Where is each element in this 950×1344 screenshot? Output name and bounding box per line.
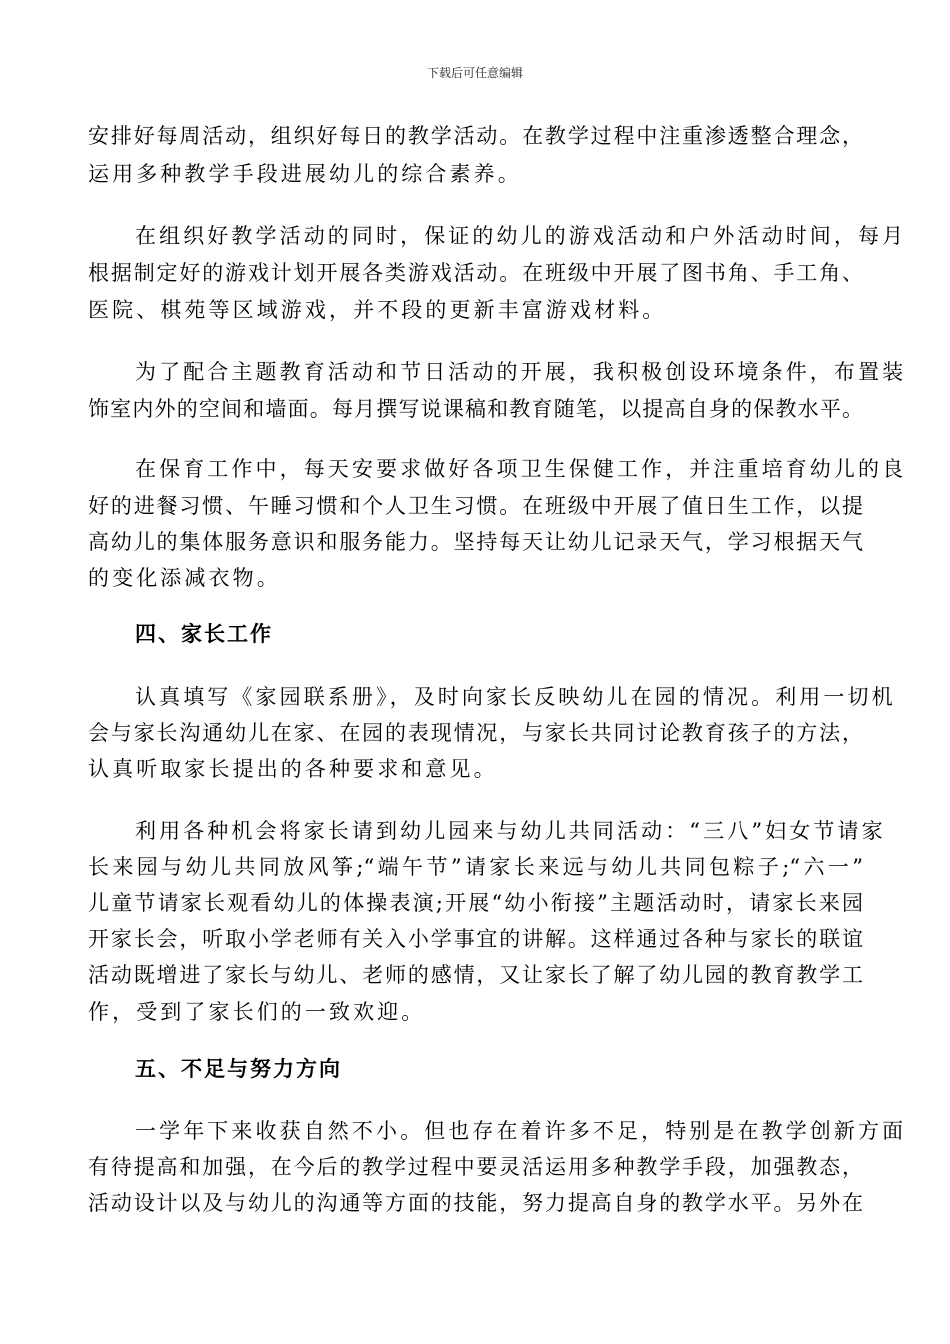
paragraph-line: 根据制定好的游戏计划开展各类游戏活动。在班级中开展了图书角、手工角、 xyxy=(88,261,863,285)
paragraph-line: 活动设计以及与幼儿的沟通等方面的技能，努力提高自身的教学水平。另外在 xyxy=(88,1191,863,1215)
paragraph-line: 会与家长沟通幼儿在家、在园的表现情况，与家长共同讨论教育孩子的方法， xyxy=(88,721,863,745)
paragraph-line: 活动既增进了家长与幼儿、老师的感情，又让家长了解了幼儿园的教育教学工 xyxy=(88,963,863,987)
paragraph-line: 有待提高和加强，在今后的教学过程中要灵活运用多种教学手段，加强教态， xyxy=(88,1155,863,1179)
paragraph-line: 认真填写《家园联系册》，及时向家长反映幼儿在园的情况。利用一切机 xyxy=(135,685,896,709)
paragraph-line: 开家长会，听取小学老师有关入小学事宜的讲解。这样通过各种与家长的联谊 xyxy=(88,927,863,951)
paragraph-line: 高幼儿的集体服务意识和服务能力。坚持每天让幼儿记录天气，学习根据天气 xyxy=(88,530,863,554)
paragraph-line: 利用各种机会将家长请到幼儿园来与幼儿共同活动：“三八”妇女节请家 xyxy=(135,819,886,843)
paragraph-line: 在组织好教学活动的同时，保证的幼儿的游戏活动和户外活动时间，每月 xyxy=(135,224,907,248)
paragraph-line: 的变化添减衣物。 xyxy=(88,566,281,590)
paragraph-line: 好的进餐习惯、午睡习惯和个人卫生习惯。在班级中开展了值日生工作，以提 xyxy=(88,494,863,518)
paragraph-line: 认真听取家长提出的各种要求和意见。 xyxy=(88,757,498,781)
section-heading: 四、家长工作 xyxy=(135,622,273,646)
paragraph-line: 一学年下来收获自然不小。但也存在着许多不足，特别是在教学创新方面 xyxy=(135,1119,907,1143)
paragraph-line: 安排好每周活动，组织好每日的教学活动。在教学过程中注重渗透整合理念， xyxy=(88,124,863,148)
paragraph-line: 为了配合主题教育活动和节日活动的开展，我积极创设环境条件，布置装 xyxy=(135,360,907,384)
paragraph-line: 在保育工作中，每天安要求做好各项卫生保健工作，并注重培育幼儿的良 xyxy=(135,457,907,481)
paragraph-line: 长来园与幼儿共同放风筝;“端午节”请家长来远与幼儿共同包粽子;“六一” xyxy=(88,855,863,879)
paragraph-line: 运用多种教学手段进展幼儿的综合素养。 xyxy=(88,162,522,186)
section-heading: 五、不足与努力方向 xyxy=(135,1057,342,1081)
paragraph-line: 儿童节请家长观看幼儿的体操表演;开展“幼小衔接”主题活动时，请家长来园 xyxy=(88,891,863,915)
paragraph-line: 饰室内外的空间和墙面。每月撰写说课稿和教育随笔，以提高自身的保教水平。 xyxy=(88,397,863,421)
page-header: 下载后可任意编辑 xyxy=(426,66,523,80)
paragraph-line: 医院、棋苑等区域游戏，并不段的更新丰富游戏材料。 xyxy=(88,298,667,322)
paragraph-line: 作，受到了家长们的一致欢迎。 xyxy=(88,1000,426,1024)
